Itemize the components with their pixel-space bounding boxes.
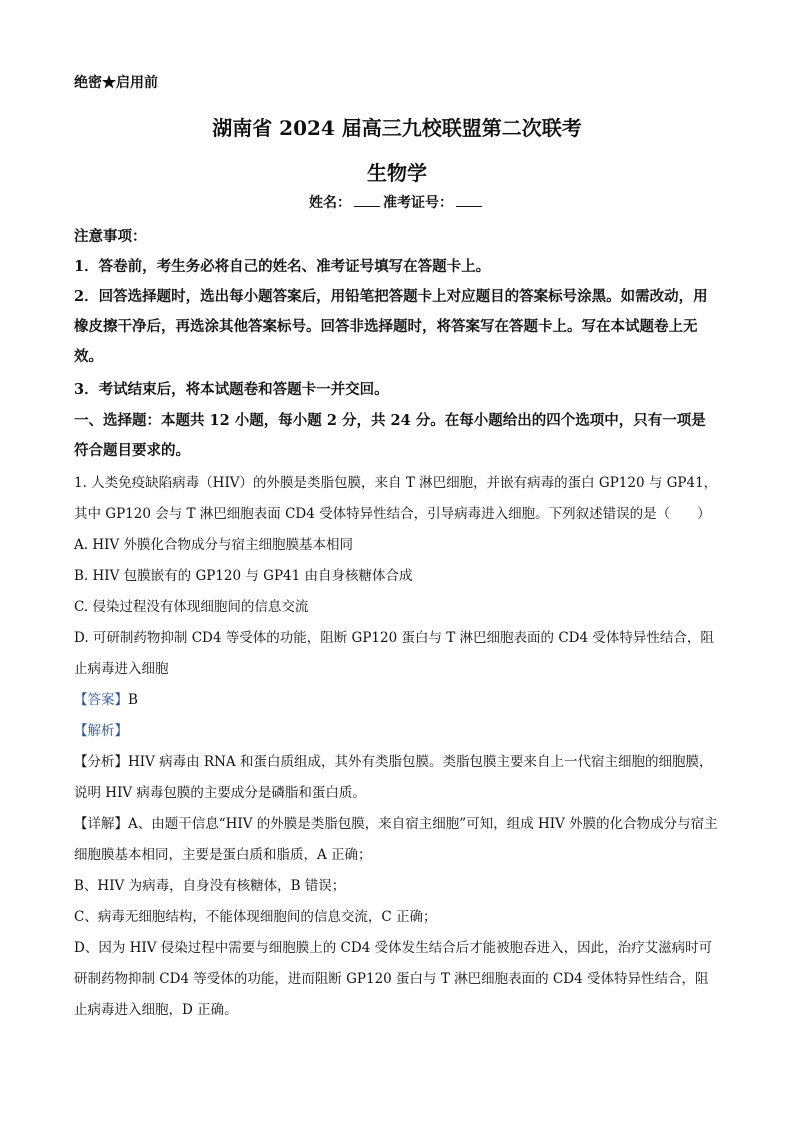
option-d: D. 可研制药物抑制 CD4 等受体的功能，阻断 GP120 蛋白与 T 淋巴细胞表面的 CD4 受体特异性结合，阻止病毒进入细胞 [74, 630, 714, 677]
option-c: C. 侵染过程没有体现细胞间的信息交流 [74, 599, 309, 615]
notice-item-3: 3．考试结束后，将本试题卷和答题卡一并交回。 [74, 381, 389, 398]
notice-heading: 注意事项： [74, 228, 147, 245]
exam-id-blank [456, 194, 482, 207]
fenxi-para [74, 747, 720, 809]
subject-title: 生物学 [367, 161, 427, 185]
exam-id-label: 准考证号： [383, 195, 453, 211]
option-b: B. HIV 包膜嵌有的 GP120 与 GP41 由自身核糖体合成 [74, 568, 413, 584]
answer-line [74, 685, 720, 716]
notice-item-2: 2．回答选择题时，选出每小题答案后，用铅笔把答题卡上对应题目的答案标号涂黑。如需改动，用橡皮擦干净后，再选涂其他答案标号。回答非选择题时，将答案写在答题卡上。写在本试题卷上无效。 [74, 288, 708, 365]
xiangjie-para [74, 809, 720, 871]
answer-label: 【答案】 [74, 692, 128, 708]
name-label: 姓名： [309, 195, 351, 211]
xiangjie-item-d: D、因为 HIV 侵染过程中需要与细胞膜上的 CD4 受体发生结合后才能被胞吞进入，因此，治疗艾滋病时可研制药物抑制 CD4 等受体的功能，进而阻断 GP120 蛋白与 T 淋巴细胞表面的 CD4 受体特异性结合，阻止病毒进入细胞，D 正确。 [74, 940, 713, 1018]
xiangjie-item-a: A、由题干信息“HIV 的外膜是类脂包膜，来自宿主细胞”可知，组成 HIV 外膜的化合物成分与宿主细胞膜基本相同，主要是蛋白质和脂质，A 正确； [74, 816, 718, 863]
notice-item-1: 1．答卷前，考生务必将自己的姓名、准考证号填写在答题卡上。 [74, 258, 491, 275]
section-heading: 一、选择题：本题共 12 小题，每小题 2 分，共 24 分。在每小题给出的四个选项中，只有一项是符合题目要求的。 [74, 412, 706, 459]
name-blank [354, 194, 380, 207]
answer-value: B [128, 692, 138, 708]
option-a: A. HIV 外膜化合物成分与宿主细胞膜基本相同 [74, 537, 353, 553]
xiangjie-item-c: C、病毒无细胞结构，不能体现细胞间的信息交流，C 正确； [74, 909, 437, 925]
exam-title: 湖南省 2024 届高三九校联盟第二次联考 [212, 116, 582, 140]
fenxi-text: HIV 病毒由 RNA 和蛋白质组成，其外有类脂包膜。类脂包膜主要来自上一代宿主细胞的细胞膜，说明 HIV 病毒包膜的主要成分是磷脂和蛋白质。 [74, 754, 713, 801]
analysis-label: 【解析】 [74, 723, 128, 739]
fenxi-label: 【分析】 [74, 754, 128, 770]
candidate-info [0, 192, 794, 212]
xiangjie-label: 【详解】 [74, 816, 128, 832]
secret-label: 绝密★启用前 [74, 75, 158, 91]
analysis-line [74, 716, 720, 747]
question-stem: 1. 人类免疫缺陷病毒（HIV）的外膜是类脂包膜，来自 T 淋巴细胞，并嵌有病毒的蛋白 GP120 与 GP41，其中 GP120 会与 T 淋巴细胞表面 CD4 受体特异性结合，引导病毒进入细胞。下列叙述错误的是（ ） [74, 475, 718, 522]
xiangjie-item-b: B、HIV 为病毒，自身没有核糖体，B 错误； [74, 878, 346, 894]
